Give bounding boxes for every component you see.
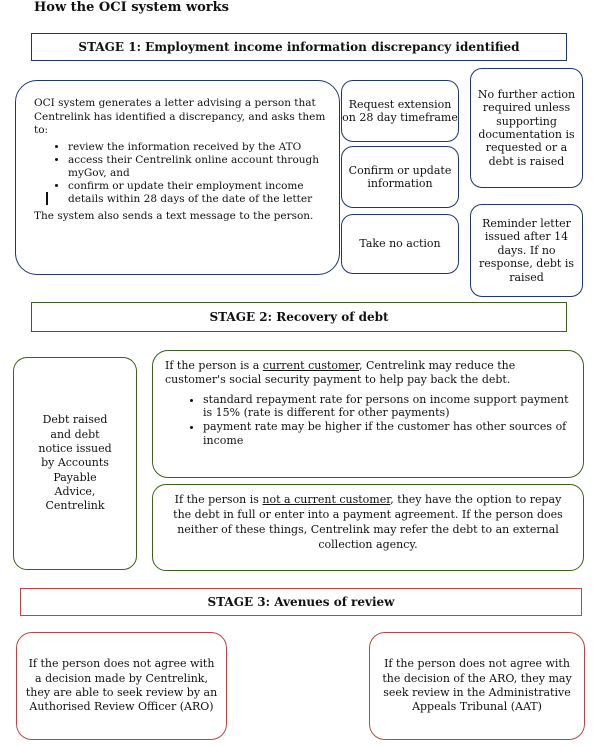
not-current-underlined: not a current customer bbox=[262, 493, 391, 506]
stage2-header bbox=[31, 302, 567, 332]
stage1-header-label: STAGE 1: Employment income information discrepancy identified bbox=[78, 40, 520, 54]
stage1-main-box bbox=[15, 80, 340, 275]
stage3-header-label: STAGE 3: Avenues of review bbox=[207, 595, 395, 609]
stage1-footer-row bbox=[34, 210, 327, 224]
text-cursor-icon bbox=[46, 192, 48, 205]
current-customer-text-post: , Centrelink may reduce the customer's social security payment to help pay back the debt. bbox=[165, 359, 516, 387]
not-current-customer-box bbox=[152, 484, 584, 571]
aat-review-label: If the person does not agree with the decision of the ARO, they may seek review in the Administrative Appeals Tribunal (AAT) bbox=[382, 657, 572, 714]
current-customer-text-pre: If the person is a bbox=[165, 359, 263, 372]
not-current-text-post: , they have the option to repay the debt in full or enter into a payment agreement. If the person does neither of these things, Centrelink may refer the debt to an external collection agency. bbox=[173, 493, 563, 551]
confirm-update-box bbox=[341, 146, 459, 208]
reminder-label: Reminder letter issued after 14 days. If no response, debt is raised bbox=[479, 216, 574, 284]
stage1-footer: The system also sends a text message to the person. bbox=[34, 209, 314, 222]
aro-review-box bbox=[16, 632, 227, 740]
current-customer-box bbox=[152, 350, 584, 478]
debt-notice-box bbox=[13, 357, 137, 570]
diagram-title: How the OCI system works bbox=[34, 0, 229, 15]
request-extension-box bbox=[341, 80, 459, 142]
stage1-bullet: • access their Centrelink online account through myGov, and bbox=[68, 154, 327, 180]
current-customer-bullets bbox=[165, 393, 571, 448]
current-customer-bullet: • standard repayment rate for persons on income support payment is 15% (rate is different for other payments) bbox=[203, 393, 571, 421]
aro-review-label: If the person does not agree with a decision made by Centrelink, they are able to seek review by an Authorised Review Officer (ARO) bbox=[25, 657, 218, 714]
take-no-action-label: Take no action bbox=[359, 237, 441, 251]
stage1-bullet: • confirm or update their employment income details within 28 days of the date of the letter bbox=[68, 180, 327, 206]
request-extension-label: Request extension on 28 day timeframe bbox=[342, 97, 458, 124]
current-customer-bullet: • payment rate may be higher if the customer has other sources of income bbox=[203, 420, 571, 448]
not-current-text-pre: If the person is bbox=[174, 493, 263, 506]
take-no-action-box bbox=[341, 214, 459, 274]
stage1-intro: OCI system generates a letter advising a person that Centrelink has identified a discrepancy, and asks them to: bbox=[34, 97, 326, 137]
debt-notice-label: Debt raised and debt notice issued by Accounts Payable Advice, Centrelink bbox=[38, 413, 112, 513]
stage3-header bbox=[20, 588, 582, 616]
stage2-header-label: STAGE 2: Recovery of debt bbox=[209, 310, 389, 324]
confirm-update-label: Confirm or update information bbox=[348, 163, 452, 190]
stage1-header bbox=[31, 33, 567, 61]
no-further-action-box bbox=[470, 68, 583, 188]
stage1-bullet: • review the information received by the ATO bbox=[68, 141, 327, 154]
stage1-bullets bbox=[34, 141, 327, 207]
no-further-action-label: No further action required unless supporting documentation is requested or a debt is raised bbox=[477, 87, 576, 168]
current-customer-text bbox=[165, 359, 571, 388]
aat-review-box bbox=[369, 632, 585, 740]
current-customer-underlined: current customer bbox=[262, 359, 359, 372]
reminder-box bbox=[470, 204, 583, 297]
